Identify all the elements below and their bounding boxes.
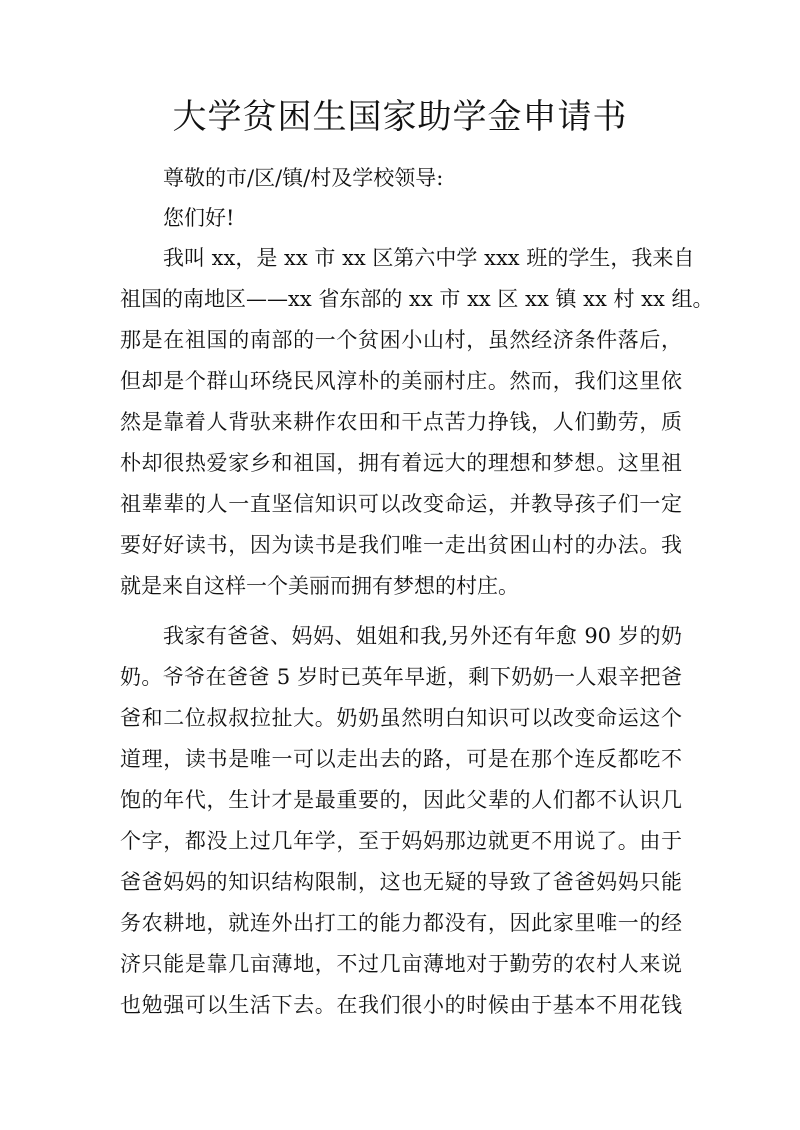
- paragraph-line: 饱的年代，生计才是最重要的，因此父辈的人们都不认识几: [120, 788, 682, 812]
- paragraph-line: 我家有爸爸、妈妈、姐姐和我,另外还有年愈 90 岁的奶: [163, 624, 682, 648]
- paragraph-line: 道理，读书是唯一可以走出去的路，可是在那个连反都吃不: [120, 747, 682, 771]
- paragraph-line: 要好好读书，因为读书是我们唯一走出贫困山村的办法。我: [120, 533, 682, 557]
- greeting: 您们好!: [163, 206, 235, 230]
- paragraph-line: 就是来自这样一个美丽而拥有梦想的村庄。: [120, 574, 519, 598]
- paragraph-line: 济只能是靠几亩薄地，不过几亩薄地对于勤劳的农村人来说: [120, 952, 682, 976]
- paragraph-line: 祖国的南地区——xx 省东部的 xx 市 xx 区 xx 镇 xx 村 xx 组。: [120, 287, 714, 311]
- paragraph-line: 朴却很热爱家乡和祖国，拥有着远大的理想和梦想。这里祖: [120, 451, 682, 475]
- paragraph-line: 我叫 xx，是 xx 市 xx 区第六中学 xxx 班的学生，我来自: [163, 246, 695, 270]
- paragraph-line: 爸爸妈妈的知识结构限制，这也无疑的导致了爸爸妈妈只能: [120, 870, 682, 894]
- paragraph-line: 也勉强可以生活下去。在我们很小的时候由于基本不用花钱: [120, 993, 682, 1017]
- document-title: 大学贫困生国家助学金申请书: [172, 97, 628, 137]
- paragraph-line: 爸和二位叔叔拉扯大。奶奶虽然明白知识可以改变命运这个: [120, 706, 682, 730]
- paragraph-line: 奶。爷爷在爸爸 5 岁时已英年早逝，剩下奶奶一人艰辛把爸: [120, 665, 682, 689]
- paragraph-line: 祖辈辈的人一直坚信知识可以改变命运，并教导孩子们一定: [120, 492, 682, 516]
- paragraph-line: 但却是个群山环绕民风淳朴的美丽村庄。然而，我们这里依: [120, 369, 682, 393]
- paragraph-line: 务农耕地，就连外出打工的能力都没有，因此家里唯一的经: [120, 911, 682, 935]
- paragraph-line: 然是靠着人背驮来耕作农田和干点苦力挣钱，人们勤劳，质: [120, 410, 682, 434]
- paragraph-line: 那是在祖国的南部的一个贫困小山村，虽然经济条件落后，: [120, 328, 682, 352]
- salutation: 尊敬的市/区/镇/村及学校领导:: [163, 166, 444, 190]
- paragraph-line: 个字，都没上过几年学，至于妈妈那边就更不用说了。由于: [120, 829, 682, 853]
